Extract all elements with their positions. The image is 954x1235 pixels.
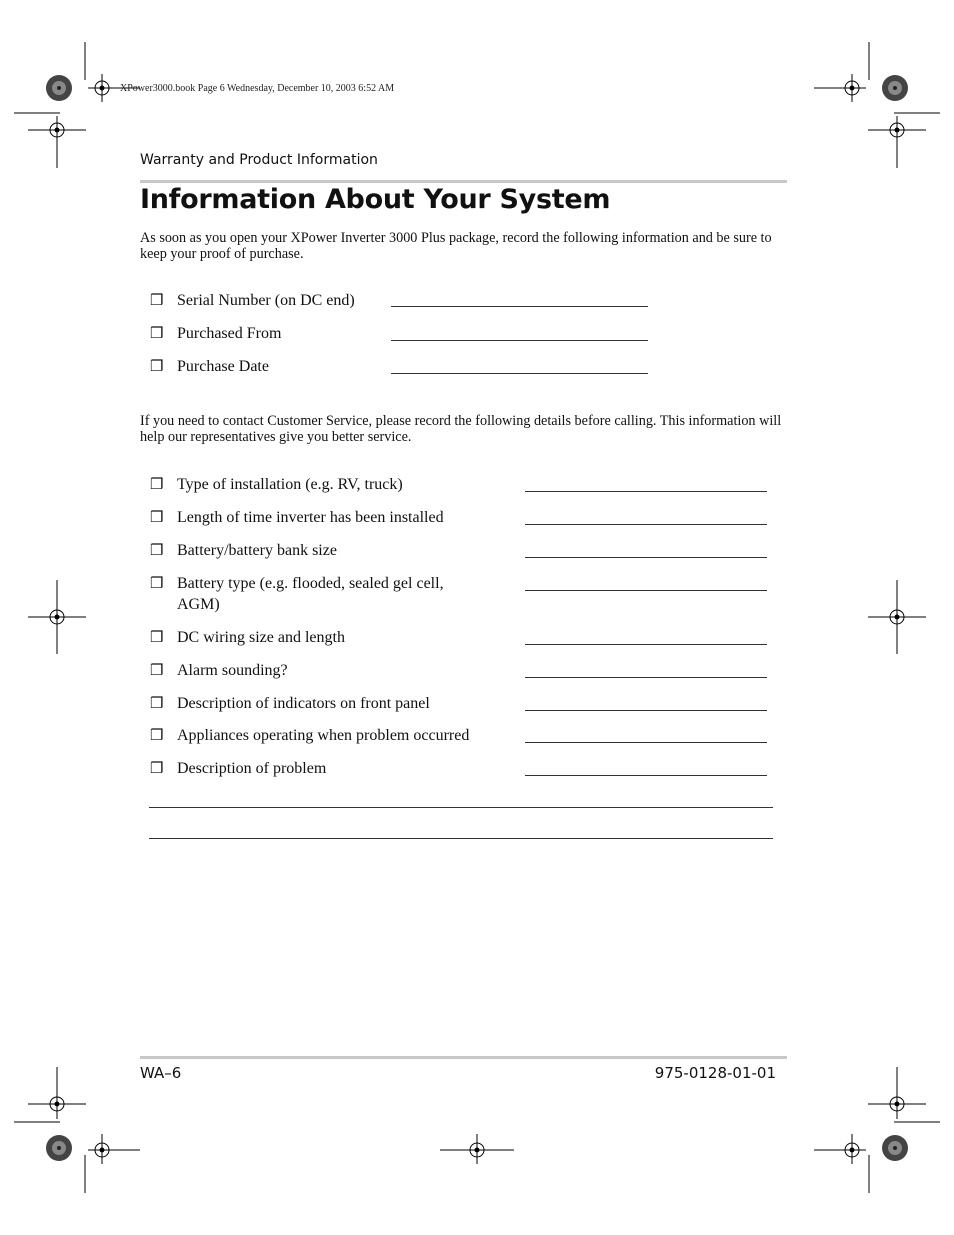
intro-paragraph: As soon as you open your XPower Inverter 3000 Plus package, record the following information and be sure to keep your proof of purchase. xyxy=(140,230,772,262)
service-item: ❒ Appliances operating when problem occurred xyxy=(150,725,469,747)
checkbox-icon[interactable]: ❒ xyxy=(150,477,164,493)
service-item: ❒ Alarm sounding? xyxy=(150,660,288,682)
running-head: Warranty and Product Information xyxy=(140,152,378,168)
checkbox-icon[interactable]: ❒ xyxy=(150,543,164,559)
answer-blank[interactable] xyxy=(525,775,767,776)
checkbox-icon[interactable]: ❒ xyxy=(150,630,164,646)
problem-description-line[interactable] xyxy=(149,838,773,839)
service-item: ❒ Description of problem xyxy=(150,758,326,780)
service-item: ❒ Type of installation (e.g. RV, truck) xyxy=(150,474,403,496)
checkbox-icon[interactable]: ❒ xyxy=(150,663,164,679)
checkbox-icon[interactable]: ❒ xyxy=(150,576,164,592)
serial-number-blank[interactable] xyxy=(391,306,648,307)
answer-blank[interactable] xyxy=(525,644,767,645)
document-number: 975-0128-01-01 xyxy=(654,1064,776,1082)
footer-rule xyxy=(140,1056,787,1059)
checkbox-icon[interactable]: ❒ xyxy=(150,293,164,309)
problem-description-line[interactable] xyxy=(149,807,773,808)
checkbox-icon[interactable]: ❒ xyxy=(150,728,164,744)
answer-blank[interactable] xyxy=(525,742,767,743)
checkbox-icon[interactable]: ❒ xyxy=(150,326,164,342)
service-item: ❒ Length of time inverter has been installed xyxy=(150,507,444,529)
header-rule xyxy=(140,180,787,183)
print-slug: XPower3000.book Page 6 Wednesday, December 10, 2003 6:52 AM xyxy=(120,83,395,94)
purchase-item: ❒ Serial Number (on DC end) xyxy=(150,290,355,312)
answer-blank[interactable] xyxy=(525,677,767,678)
purchase-date-blank[interactable] xyxy=(391,373,648,374)
checkbox-icon[interactable]: ❒ xyxy=(150,696,164,712)
service-item: ❒ Battery type (e.g. flooded, sealed gel cell, AGM) xyxy=(150,575,444,613)
answer-blank[interactable] xyxy=(525,590,767,591)
checkbox-icon[interactable]: ❒ xyxy=(150,510,164,526)
service-item: ❒ Description of indicators on front panel xyxy=(150,693,430,715)
service-item: ❒ DC wiring size and length xyxy=(150,627,345,649)
page-number: WA–6 xyxy=(140,1064,182,1082)
service-paragraph: If you need to contact Customer Service, please record the following details before calling. This information will help our representatives give you better service. xyxy=(140,413,782,445)
service-item: ❒ Battery/battery bank size xyxy=(150,540,337,562)
checkbox-icon[interactable]: ❒ xyxy=(150,359,164,375)
checkbox-icon[interactable]: ❒ xyxy=(150,761,164,777)
answer-blank[interactable] xyxy=(525,710,767,711)
answer-blank[interactable] xyxy=(525,491,767,492)
purchase-item: ❒ Purchase Date xyxy=(150,356,269,378)
purchased-from-blank[interactable] xyxy=(391,340,648,341)
purchase-item: ❒ Purchased From xyxy=(150,323,281,345)
answer-blank[interactable] xyxy=(525,557,767,558)
page-title: Information About Your System xyxy=(140,184,611,215)
answer-blank[interactable] xyxy=(525,524,767,525)
